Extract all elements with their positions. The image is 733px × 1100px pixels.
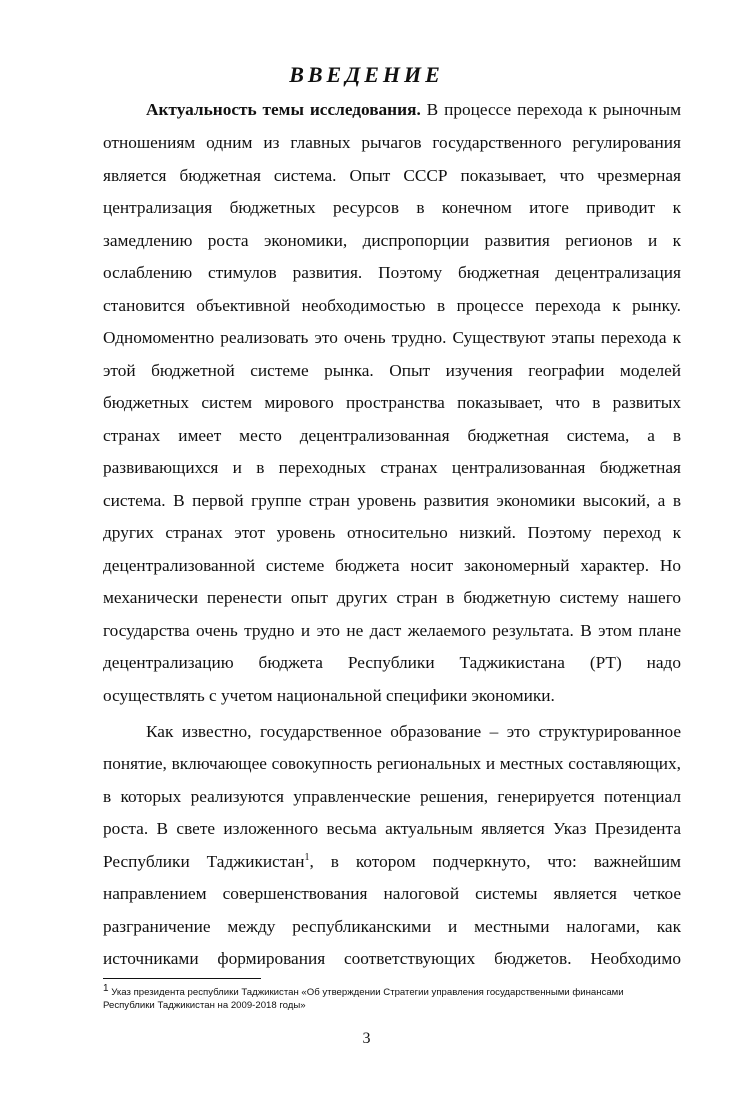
paragraph-line: Как известно, государственное образование – это структурированное — [146, 722, 681, 741]
footnote-line — [103, 982, 681, 999]
paragraph-line — [103, 852, 681, 872]
paragraph-line: роста. В свете изложенного весьма актуальным является Указ Президента — [103, 819, 681, 838]
paragraph-line: странах имеет место децентрализованная бюджетная система, а в — [103, 426, 681, 445]
paragraph-line: Одномоментно реализовать это очень трудно. Существуют этапы перехода к — [103, 328, 681, 347]
paragraph-line: замедлению роста экономики, диспропорции развития регионов и к — [103, 231, 681, 250]
page-number: 3 — [362, 1030, 371, 1047]
paragraph-line: является бюджетная система. Опыт СССР показывает, что чрезмерная — [103, 166, 681, 185]
paragraph-line: разграничение между республиканскими и местными налогами, как — [103, 917, 681, 936]
paragraph-line: в которых реализуются управленческие решения, генерируется потенциал — [103, 787, 681, 806]
lead-phrase: Актуальность темы исследования. — [146, 100, 421, 119]
paragraph-line: источниками формирования соответствующих бюджетов. Необходимо — [103, 949, 681, 968]
paragraph-line: система. В первой группе стран уровень развития экономики высокий, а в — [103, 491, 681, 510]
footnote-divider — [103, 978, 261, 979]
paragraph-line: ослаблению стимулов развития. Поэтому бюджетная децентрализация — [103, 263, 681, 282]
line-text: , в котором подчеркнуто, что: важнейшим — [309, 852, 681, 871]
paragraph-line: государства очень трудно и это не даст желаемого результата. В этом плане — [103, 621, 681, 640]
paragraph-line: отношениям одним из главных рычагов государственного регулирования — [103, 133, 681, 152]
paragraph-line: становится объективной необходимостью в процессе перехода к рынку. — [103, 296, 681, 315]
footnote-ref[interactable]: 1 — [304, 852, 310, 864]
page-title: ВВЕДЕНИЕ — [289, 62, 444, 87]
paragraph-line: других странах этот уровень относительно низкий. Поэтому переход к — [103, 523, 681, 542]
paragraph-line: механически перенести опыт других стран в бюджетную систему нашего — [103, 588, 681, 607]
line-text: Республики Таджикистан — [103, 852, 305, 871]
footnote-mark: 1 — [103, 982, 109, 994]
paragraph-line: этой бюджетной системе рынка. Опыт изучения географии моделей — [103, 361, 681, 380]
paragraph-line: децентрализацию бюджета Республики Таджикистана (РТ) надо — [103, 653, 681, 672]
paragraph-line: понятие, включающее совокупность региональных и местных составляющих, — [103, 754, 681, 773]
paragraph-line: направлением совершенствования налоговой системы является четкое — [103, 884, 681, 903]
paragraph-line: осуществлять с учетом национальной специфики экономики. — [103, 686, 555, 705]
paragraph-line: децентрализованной системе бюджета носит закономерный характер. Но — [103, 556, 681, 575]
footnote-text: Указ президента республики Таджикистан «Об утверждении Стратегии управления государственными финансами — [111, 987, 624, 998]
paragraph-line: бюджетных систем мирового пространства показывает, что в развитых — [103, 393, 681, 412]
footnote-line: Республики Таджикистан на 2009-2018 годы» — [103, 1000, 306, 1011]
paragraph-line: централизация бюджетных ресурсов в конечном итоге приводит к — [103, 198, 681, 217]
line-text: В процессе перехода к рыночным — [426, 100, 682, 119]
paragraph-line: развивающихся и в переходных странах централизованная бюджетная — [103, 458, 681, 477]
paragraph-line — [146, 100, 681, 120]
